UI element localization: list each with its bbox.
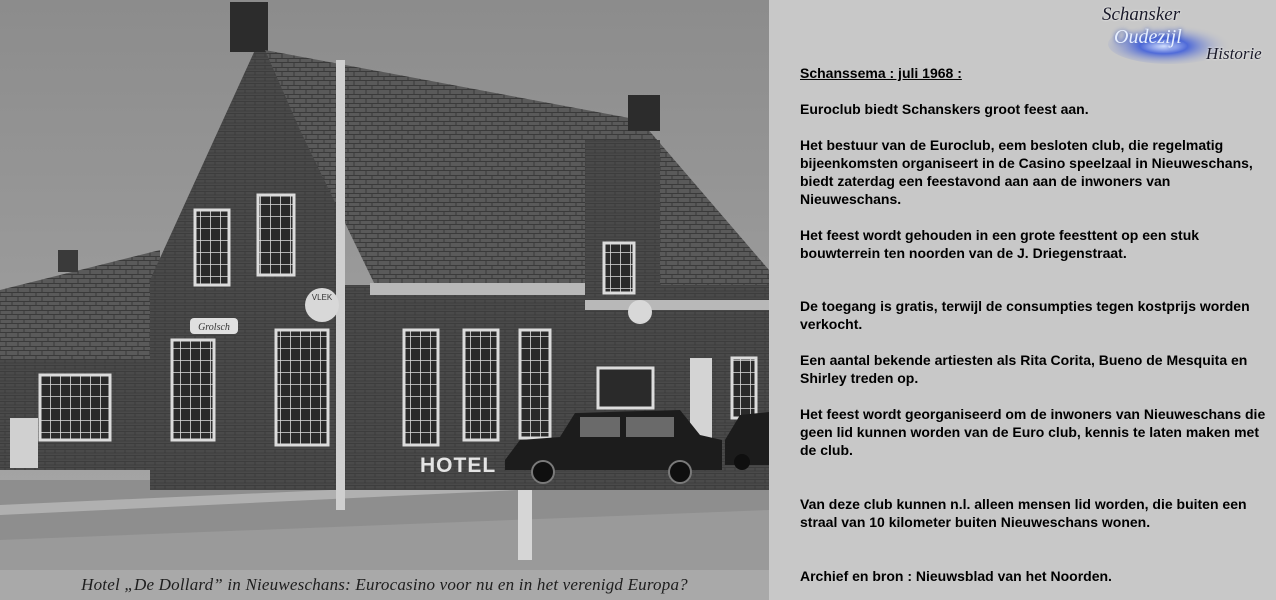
article-headline: Schanssema : juli 1968 : xyxy=(800,65,962,81)
hotel-facade-lettering: HOTEL xyxy=(420,454,497,477)
logo-line-schansker: Schansker xyxy=(1102,4,1181,25)
article-source: Archief en bron : Nieuwsblad van het Noorden. xyxy=(800,568,1112,584)
article-paragraph-6: Het feest wordt georganiseerd om de inwoners van Nieuweschans die geen lid kunnen worden van de Euro club, kennis te laten maken met de club. xyxy=(800,406,1266,458)
logo-line-historie: Historie xyxy=(1206,44,1262,63)
article-paragraph-4: De toegang is gratis, terwijl de consumpties tegen kostprijs worden verkocht. xyxy=(800,298,1250,332)
article-paragraph-5: Een aantal bekende artiesten als Rita Corita, Bueno de Mesquita en Shirley treden op. xyxy=(800,352,1248,386)
article-paragraph-7: Van deze club kunnen n.l. alleen mensen lid worden, die buiten een straal van 10 kilometer buiten Nieuweschans wonen. xyxy=(800,496,1247,530)
photo-caption: Hotel „De Dollard” in Nieuweschans: Eurocasino voor nu en in het verenigd Europa? xyxy=(0,570,769,600)
vlek-sign: VLEK xyxy=(311,293,333,302)
article-paragraph-2: Het bestuur van de Euroclub, eem besloten club, die regelmatig bijeenkomsten organiseert in de Casino speelzaal in Nieuweschans, biedt zaterdag een feestavond aan aan de inwoners van Nieuweschans. xyxy=(800,137,1253,207)
article-paragraph-3: Het feest wordt gehouden in een grote feesttent op een stuk bouwterrein ten noorden van de J. Driegenstraat. xyxy=(800,227,1200,261)
grolsch-sign: Grolsch xyxy=(198,322,230,333)
logo-line-oudezijl: Oudezijl xyxy=(1114,26,1182,48)
article-paragraph-1: Euroclub biedt Schanskers groot feest aan. xyxy=(800,101,1089,117)
site-logo[interactable] xyxy=(1100,4,1272,66)
